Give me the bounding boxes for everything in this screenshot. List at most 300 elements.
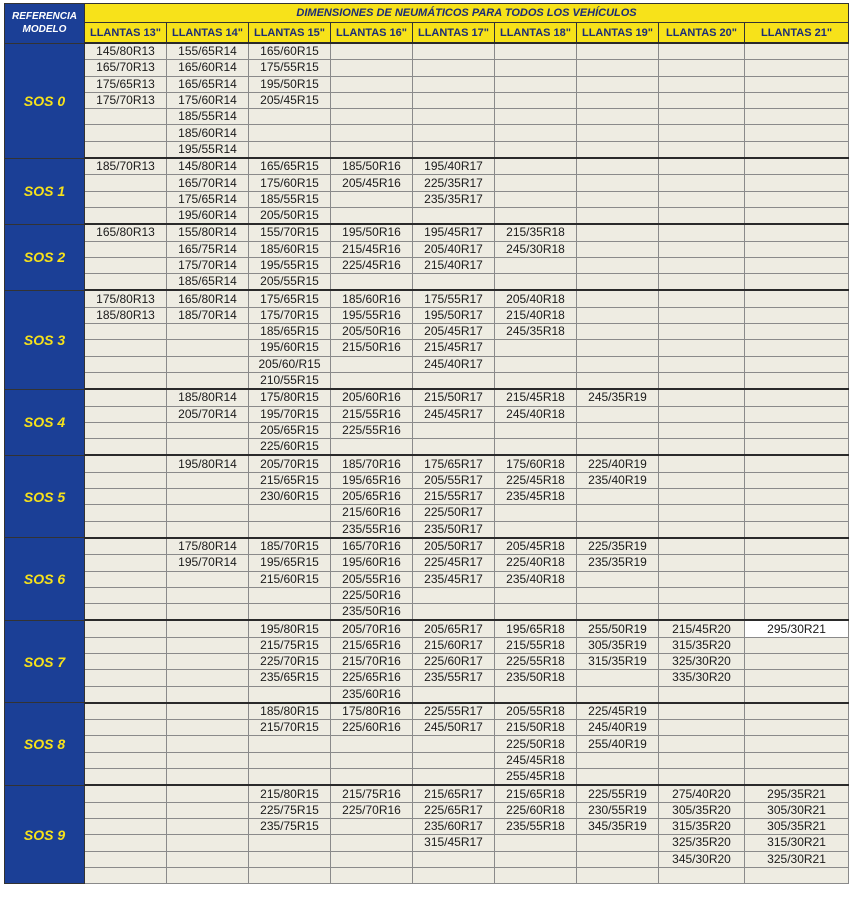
tire-size-cell: 225/40R19: [577, 455, 659, 472]
tire-size-cell: [577, 274, 659, 291]
tire-size-cell: 215/35R18: [495, 224, 577, 241]
tire-size-cell: [495, 141, 577, 158]
tire-size-cell: 205/60/R15: [249, 356, 331, 372]
tire-size-cell: 225/55R16: [331, 422, 413, 438]
column-header: LLANTAS 17": [413, 23, 495, 44]
tire-size-cell: 175/80R13: [85, 290, 167, 307]
tire-size-cell: 305/30R21: [745, 802, 849, 818]
tire-size-cell: 325/35R20: [659, 835, 745, 851]
tire-size-cell: [331, 851, 413, 867]
tire-size-cell: [413, 92, 495, 108]
tire-size-cell: 225/55R19: [577, 785, 659, 802]
tire-size-cell: 175/70R15: [249, 307, 331, 323]
tire-size-cell: [745, 257, 849, 273]
tire-size-cell: [85, 686, 167, 703]
tire-size-cell: 205/45R17: [413, 324, 495, 340]
tire-size-cell: [167, 372, 249, 389]
tire-size-cell: [745, 389, 849, 406]
tire-size-cell: [167, 785, 249, 802]
tire-size-cell: 215/60R15: [249, 571, 331, 587]
model-name-cell: SOS 8: [5, 703, 85, 785]
tire-size-cell: 215/60R16: [331, 505, 413, 521]
tire-size-cell: 235/35R17: [413, 191, 495, 207]
tire-size-cell: 325/30R20: [659, 653, 745, 669]
table-row: [5, 175, 849, 191]
tire-size-cell: [331, 125, 413, 141]
tire-size-cell: [659, 406, 745, 422]
tire-size-cell: 225/60R16: [331, 720, 413, 736]
tire-size-cell: [659, 587, 745, 603]
table-row: [5, 703, 849, 720]
table-row: [5, 109, 849, 125]
tire-size-cell: [249, 521, 331, 538]
tire-size-cell: 245/40R19: [577, 720, 659, 736]
tire-size-cell: [85, 207, 167, 224]
tire-size-cell: 235/65R15: [249, 670, 331, 686]
tire-size-cell: [495, 43, 577, 60]
table-row: [5, 307, 849, 323]
tire-size-cell: 225/60R18: [495, 802, 577, 818]
tire-size-cell: 225/60R15: [249, 439, 331, 456]
tire-size-cell: [331, 752, 413, 768]
tire-size-cell: 165/80R13: [85, 224, 167, 241]
tire-size-cell: [85, 670, 167, 686]
tire-size-cell: 175/80R15: [249, 389, 331, 406]
tire-size-cell: 165/65R15: [249, 158, 331, 175]
table-row: [5, 802, 849, 818]
tire-size-cell: [745, 109, 849, 125]
tire-size-cell: [331, 867, 413, 883]
tire-size-cell: 175/70R14: [167, 257, 249, 273]
tire-size-cell: [167, 802, 249, 818]
tire-size-cell: 195/70R15: [249, 406, 331, 422]
tire-size-cell: [745, 191, 849, 207]
tire-size-cell: [745, 92, 849, 108]
table-row: [5, 670, 849, 686]
tire-size-cell: [577, 60, 659, 76]
tire-size-cell: 175/60R18: [495, 455, 577, 472]
tire-size-cell: 215/55R18: [495, 637, 577, 653]
tire-size-cell: 225/45R19: [577, 703, 659, 720]
tire-size-cell: [249, 604, 331, 621]
tire-size-cell: [85, 324, 167, 340]
table-row: [5, 76, 849, 92]
tire-size-cell: [331, 356, 413, 372]
tire-size-cell: 185/70R16: [331, 455, 413, 472]
tire-size-cell: [659, 604, 745, 621]
tire-size-cell: [745, 653, 849, 669]
tire-size-cell: 215/55R16: [331, 406, 413, 422]
tire-size-cell: [331, 274, 413, 291]
table-row: [5, 835, 849, 851]
tire-size-cell: 225/35R17: [413, 175, 495, 191]
tire-size-cell: [659, 867, 745, 883]
tire-size-cell: [85, 538, 167, 555]
tire-size-cell: 165/70R13: [85, 60, 167, 76]
tire-size-cell: 245/45R17: [413, 406, 495, 422]
table-row: [5, 752, 849, 768]
tire-size-cell: 175/55R17: [413, 290, 495, 307]
tire-size-cell: 185/80R13: [85, 307, 167, 323]
tire-size-cell: [745, 43, 849, 60]
tire-size-cell: [659, 521, 745, 538]
table-row: [5, 604, 849, 621]
tire-size-cell: 165/70R14: [167, 175, 249, 191]
table-row: [5, 785, 849, 802]
tire-size-cell: 175/55R15: [249, 60, 331, 76]
tire-size-cell: [249, 686, 331, 703]
tire-size-cell: [577, 141, 659, 158]
tire-size-cell: 205/55R18: [495, 703, 577, 720]
tire-size-cell: 315/45R17: [413, 835, 495, 851]
tire-size-cell: [745, 472, 849, 488]
tire-size-cell: [85, 125, 167, 141]
tire-size-cell: [85, 175, 167, 191]
tire-size-cell: [577, 867, 659, 883]
tire-size-cell: 175/60R15: [249, 175, 331, 191]
tire-size-cell: 205/50R15: [249, 207, 331, 224]
tire-size-cell: [167, 521, 249, 538]
tire-size-cell: [331, 141, 413, 158]
tire-size-cell: [413, 686, 495, 703]
tire-size-cell: 235/50R18: [495, 670, 577, 686]
tire-size-cell: 205/70R15: [249, 455, 331, 472]
tire-size-cell: [249, 752, 331, 768]
tire-size-cell: 235/55R17: [413, 670, 495, 686]
tire-size-cell: [495, 867, 577, 883]
tire-size-cell: [577, 752, 659, 768]
column-header: LLANTAS 14": [167, 23, 249, 44]
tire-size-cell: [659, 372, 745, 389]
tire-size-cell: [745, 736, 849, 752]
tire-size-cell: [85, 769, 167, 786]
tire-size-cell: [495, 356, 577, 372]
tire-size-cell: [85, 637, 167, 653]
tire-size-cell: 225/70R15: [249, 653, 331, 669]
tire-size-cell: [659, 207, 745, 224]
tire-size-cell: 215/65R16: [331, 637, 413, 653]
tire-size-cell: 175/60R14: [167, 92, 249, 108]
tire-size-cell: [745, 604, 849, 621]
tire-size-cell: 215/50R16: [331, 340, 413, 356]
tire-size-cell: 215/65R17: [413, 785, 495, 802]
table-row: [5, 653, 849, 669]
tire-size-cell: [745, 587, 849, 603]
tire-size-cell: [85, 257, 167, 273]
tire-size-cell: 305/35R21: [745, 818, 849, 834]
tire-size-cell: [659, 224, 745, 241]
table-row: [5, 125, 849, 141]
table-row: [5, 851, 849, 867]
tire-size-cell: 185/60R16: [331, 290, 413, 307]
tire-size-cell: 215/75R16: [331, 785, 413, 802]
tire-size-cell: [745, 555, 849, 571]
tire-size-cell: [659, 538, 745, 555]
table-row: [5, 736, 849, 752]
tire-size-cell: 225/55R17: [413, 703, 495, 720]
tire-size-cell: 215/60R17: [413, 637, 495, 653]
model-name-cell: SOS 5: [5, 455, 85, 537]
tire-size-cell: [659, 109, 745, 125]
tire-size-cell: 245/35R19: [577, 389, 659, 406]
tire-size-cell: 245/40R18: [495, 406, 577, 422]
tire-size-cell: 305/35R19: [577, 637, 659, 653]
tire-size-cell: 195/80R14: [167, 455, 249, 472]
tire-size-cell: [659, 736, 745, 752]
tire-size-cell: 215/65R15: [249, 472, 331, 488]
tire-size-cell: 235/60R16: [331, 686, 413, 703]
table-body: [5, 43, 849, 884]
tire-size-cell: 175/80R16: [331, 703, 413, 720]
tire-size-cell: [659, 439, 745, 456]
tire-size-cell: [745, 686, 849, 703]
table-row: [5, 818, 849, 834]
table-row: [5, 257, 849, 273]
tire-size-cell: [413, 76, 495, 92]
tire-size-cell: [85, 389, 167, 406]
tire-size-cell: 245/35R18: [495, 324, 577, 340]
tire-size-cell: 235/35R19: [577, 555, 659, 571]
tire-size-cell: 205/45R16: [331, 175, 413, 191]
tire-size-cell: [745, 241, 849, 257]
tire-size-cell: [495, 207, 577, 224]
tire-size-cell: 205/55R17: [413, 472, 495, 488]
tire-size-cell: [413, 274, 495, 291]
model-name-cell: SOS 3: [5, 290, 85, 389]
tire-size-cell: [85, 521, 167, 538]
tire-size-cell: 225/50R18: [495, 736, 577, 752]
tire-size-cell: 225/70R16: [331, 802, 413, 818]
tire-size-cell: 215/70R16: [331, 653, 413, 669]
tire-size-cell: [659, 505, 745, 521]
tire-size-cell: [249, 141, 331, 158]
tire-size-cell: 235/55R16: [331, 521, 413, 538]
tire-size-cell: [167, 670, 249, 686]
tire-size-cell: [577, 521, 659, 538]
tire-size-cell: [577, 372, 659, 389]
tire-size-cell: 195/70R14: [167, 555, 249, 571]
tire-size-cell: 205/60R16: [331, 389, 413, 406]
tire-size-cell: 155/80R14: [167, 224, 249, 241]
tire-size-cell: 205/70R16: [331, 620, 413, 637]
tire-size-cell: [577, 406, 659, 422]
tire-size-cell: 235/75R15: [249, 818, 331, 834]
tire-size-cell: 175/65R13: [85, 76, 167, 92]
tire-size-cell: 205/40R17: [413, 241, 495, 257]
tire-size-cell: 335/30R20: [659, 670, 745, 686]
tire-size-cell: [659, 141, 745, 158]
tire-size-cell: [577, 604, 659, 621]
tire-size-cell: 155/70R15: [249, 224, 331, 241]
tire-size-cell: [85, 802, 167, 818]
tire-size-cell: [85, 439, 167, 456]
tire-size-cell: 175/80R14: [167, 538, 249, 555]
tire-size-cell: [659, 60, 745, 76]
tire-size-cell: [249, 835, 331, 851]
tire-size-cell: 175/65R15: [249, 290, 331, 307]
tire-size-cell: [167, 324, 249, 340]
tire-size-cell: 215/45R20: [659, 620, 745, 637]
tire-size-cell: 205/50R16: [331, 324, 413, 340]
tire-size-cell: [331, 43, 413, 60]
tire-size-cell: [331, 769, 413, 786]
tire-size-cell: [413, 207, 495, 224]
tire-size-cell: [577, 422, 659, 438]
tire-size-cell: 315/30R21: [745, 835, 849, 851]
tire-size-cell: [745, 867, 849, 883]
tire-size-cell: [167, 571, 249, 587]
table-row: [5, 571, 849, 587]
tire-size-cell: [659, 158, 745, 175]
tire-size-cell: [495, 257, 577, 273]
tire-size-cell: [167, 505, 249, 521]
tire-size-cell: 225/65R16: [331, 670, 413, 686]
tire-size-cell: [85, 274, 167, 291]
tire-size-cell: [495, 191, 577, 207]
tire-size-cell: [495, 92, 577, 108]
tire-size-cell: 215/45R18: [495, 389, 577, 406]
tire-size-cell: 175/70R13: [85, 92, 167, 108]
column-header: LLANTAS 15": [249, 23, 331, 44]
column-header: LLANTAS 19": [577, 23, 659, 44]
tire-size-cell: [331, 92, 413, 108]
tire-size-cell: 165/65R14: [167, 76, 249, 92]
column-header: LLANTAS 21": [745, 23, 849, 44]
tire-size-cell: [745, 455, 849, 472]
tire-size-cell: 305/35R20: [659, 802, 745, 818]
tire-size-cell: [85, 867, 167, 883]
tire-size-cell: 185/60R15: [249, 241, 331, 257]
tire-size-cell: [85, 489, 167, 505]
tire-size-cell: [659, 324, 745, 340]
tire-size-cell: 195/60R16: [331, 555, 413, 571]
tire-size-cell: 185/55R15: [249, 191, 331, 207]
table-row: [5, 324, 849, 340]
tire-size-cell: [577, 109, 659, 125]
tire-size-cell: 195/60R14: [167, 207, 249, 224]
table-row: [5, 241, 849, 257]
table-row: [5, 406, 849, 422]
tire-size-cell: [167, 340, 249, 356]
tire-size-cell: [413, 851, 495, 867]
tire-size-cell: [659, 720, 745, 736]
column-header: LLANTAS 13": [85, 23, 167, 44]
tire-size-cell: 205/45R15: [249, 92, 331, 108]
tire-size-cell: [745, 571, 849, 587]
tire-size-cell: [495, 175, 577, 191]
column-header: LLANTAS 16": [331, 23, 413, 44]
tire-size-cell: 235/45R17: [413, 571, 495, 587]
table-row: [5, 92, 849, 108]
tire-size-cell: 235/50R16: [331, 604, 413, 621]
table-row: [5, 224, 849, 241]
tire-size-cell: 235/40R19: [577, 472, 659, 488]
tire-size-cell: 165/70R16: [331, 538, 413, 555]
tire-size-cell: 215/40R17: [413, 257, 495, 273]
table-row: [5, 587, 849, 603]
tire-size-cell: [577, 307, 659, 323]
tire-size-cell: [413, 141, 495, 158]
tire-size-cell: 235/60R17: [413, 818, 495, 834]
model-name-cell: SOS 4: [5, 389, 85, 455]
tire-size-cell: 230/60R15: [249, 489, 331, 505]
tire-size-cell: [577, 257, 659, 273]
tire-size-cell: [745, 637, 849, 653]
tire-size-cell: 185/55R14: [167, 109, 249, 125]
table-row: [5, 521, 849, 538]
tire-size-cell: 205/65R17: [413, 620, 495, 637]
tire-size-cell: [167, 867, 249, 883]
tire-size-cell: 195/65R18: [495, 620, 577, 637]
tire-size-cell: [659, 571, 745, 587]
tire-size-cell: [167, 769, 249, 786]
tire-size-cell: 185/70R13: [85, 158, 167, 175]
tire-size-cell: 195/60R15: [249, 340, 331, 356]
tire-size-cell: [745, 521, 849, 538]
tire-size-cell: [413, 125, 495, 141]
tire-size-cell: 205/55R15: [249, 274, 331, 291]
tire-size-cell: [85, 422, 167, 438]
tire-size-cell: 315/35R20: [659, 637, 745, 653]
tire-size-cell: 245/40R17: [413, 356, 495, 372]
tire-size-cell: [745, 307, 849, 323]
tire-size-cell: [745, 406, 849, 422]
tire-size-cell: 345/30R20: [659, 851, 745, 867]
tire-size-cell: 205/55R16: [331, 571, 413, 587]
tire-size-cell: 195/55R14: [167, 141, 249, 158]
table-row: [5, 389, 849, 406]
column-header: LLANTAS 20": [659, 23, 745, 44]
table-row: [5, 555, 849, 571]
table-row: [5, 489, 849, 505]
tire-size-cell: 205/40R18: [495, 290, 577, 307]
tire-size-cell: 235/40R18: [495, 571, 577, 587]
tire-size-cell: [577, 290, 659, 307]
tire-size-cell: [249, 851, 331, 867]
tire-size-cell: [577, 769, 659, 786]
tire-size-cell: [745, 76, 849, 92]
tire-size-cell: [495, 851, 577, 867]
tire-size-cell: [745, 224, 849, 241]
tire-size-cell: [659, 175, 745, 191]
table-row: [5, 769, 849, 786]
tire-size-cell: 195/50R17: [413, 307, 495, 323]
tire-size-cell: 145/80R13: [85, 43, 167, 60]
tire-size-cell: [659, 686, 745, 703]
tire-size-cell: [85, 653, 167, 669]
tire-size-cell: 215/45R17: [413, 340, 495, 356]
tire-size-cell: 255/40R19: [577, 736, 659, 752]
tire-size-cell: [659, 76, 745, 92]
tire-size-cell: [85, 505, 167, 521]
tire-size-cell: [413, 439, 495, 456]
tire-size-cell: 225/50R16: [331, 587, 413, 603]
tire-size-cell: [577, 571, 659, 587]
tire-size-cell: [495, 372, 577, 389]
tire-size-cell: [659, 422, 745, 438]
tire-size-cell: [577, 489, 659, 505]
tire-size-cell: [577, 324, 659, 340]
tire-size-cell: [745, 290, 849, 307]
tire-size-cell: 185/70R15: [249, 538, 331, 555]
table-row: [5, 372, 849, 389]
tire-size-cell: [167, 637, 249, 653]
tire-size-cell: [85, 571, 167, 587]
model-name-cell: SOS 2: [5, 224, 85, 290]
table-row: [5, 340, 849, 356]
tire-size-cell: [659, 472, 745, 488]
tire-size-cell: 225/40R18: [495, 555, 577, 571]
